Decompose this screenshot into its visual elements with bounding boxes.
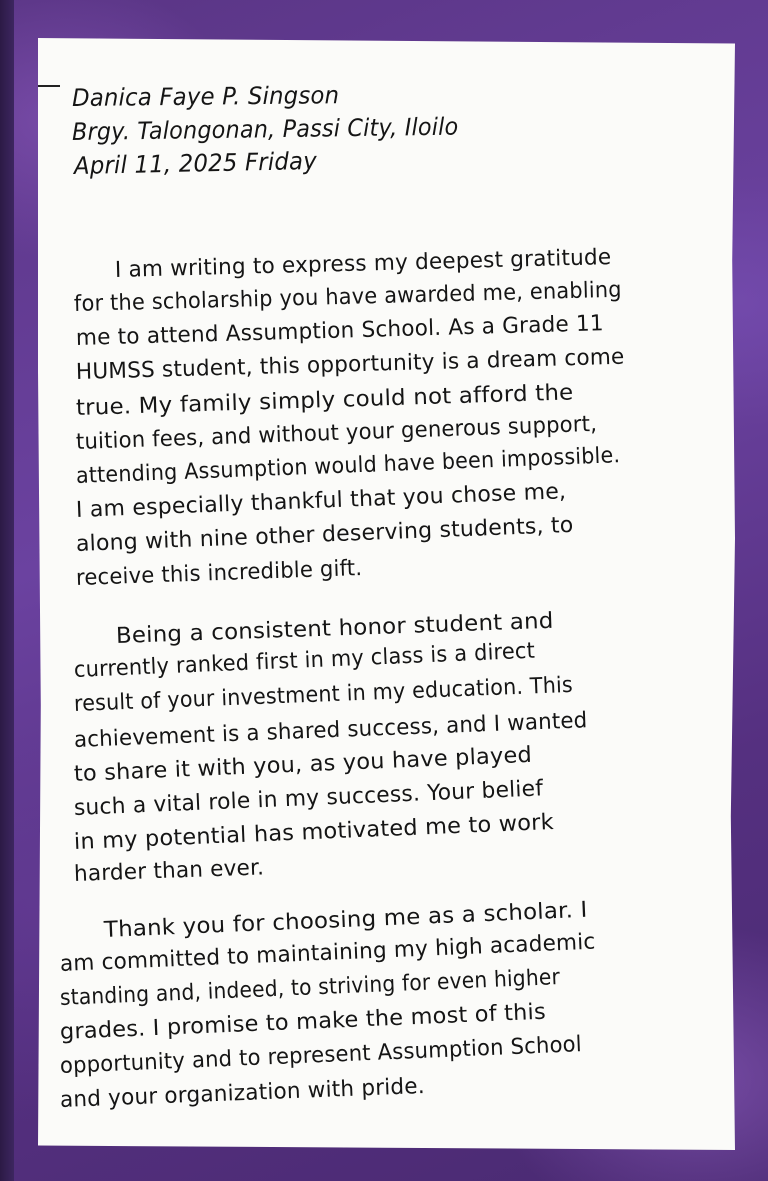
paragraph-3-line-6: and your organization with pride. (59, 1073, 426, 1113)
paragraph-2-line-3: result of your investment in my education. This (73, 672, 574, 717)
paragraph-2-line-8: harder than ever. (73, 855, 265, 887)
paragraph-1-line-2: for the scholarship you have awarded me, enabling (73, 277, 622, 317)
sender-address: Brgy. Talongonan, Passi City, Iloilo (71, 112, 459, 146)
letter-date: April 11, 2025 Friday (73, 146, 318, 180)
paragraph-1-line-5: true. My family simply could not afford the (75, 380, 574, 421)
pen-stroke-mark (38, 85, 60, 87)
paragraph-1-line-1: I am writing to express my deepest gratitude (114, 245, 612, 283)
paragraph-1-line-9: along with nine other deserving students, to (75, 512, 574, 557)
paragraph-3-line-5: opportunity and to represent Assumption School (59, 1032, 583, 1079)
paragraph-2-line-1: Being a consistent honor student and (115, 608, 554, 649)
paragraph-3-line-3: standing and, indeed, to striving for even higher (59, 965, 561, 1011)
paragraph-1-line-10: receive this incredible gift. (75, 556, 363, 591)
paragraph-2-line-4: achievement is a shared success, and I wanted (73, 708, 588, 753)
paragraph-2-line-7: in my potential has motivated me to work (73, 809, 555, 855)
paragraph-3-line-2: am committed to maintaining my high academic (59, 929, 596, 977)
binder-edge (0, 0, 14, 1181)
paragraph-2-line-5: to share it with you, as you have played (73, 742, 533, 787)
sender-name: Danica Faye P. Singson (71, 81, 340, 112)
paragraph-3-line-1: Thank you for choosing me as a scholar. I (103, 897, 588, 943)
paragraph-1-line-4: HUMSS student, this opportunity is a dream come (75, 344, 625, 385)
paragraph-3-line-4: grades. I promise to make the most of this (59, 999, 547, 1045)
paragraph-1-line-6: tuition fees, and without your generous support, (75, 411, 598, 455)
paragraph-2-line-6: such a vital role in my success. Your belief (73, 776, 544, 821)
paragraph-1-line-3: me to attend Assumption School. As a Grade 11 (75, 311, 605, 351)
paragraph-1-line-7: attending Assumption would have been impossible. (75, 443, 621, 489)
paragraph-1-line-8: I am especially thankful that you chose me, (75, 479, 567, 523)
paragraph-2-line-2: currently ranked first in my class is a direct (73, 638, 536, 683)
